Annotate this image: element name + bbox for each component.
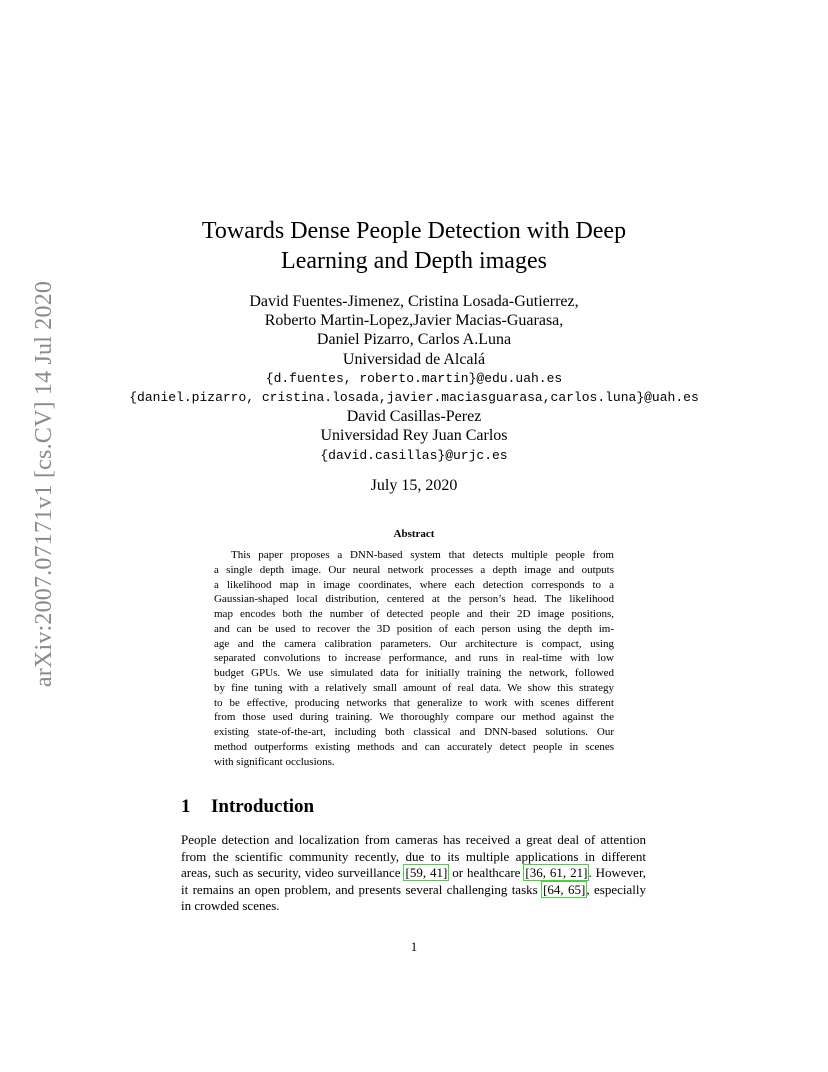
- author-line-1: David Fuentes-Jimenez, Cristina Losada-Gutierrez,: [249, 293, 579, 310]
- intro-line: from the scientific community recently, due to its multiple applications in different: [181, 848, 646, 864]
- abstract-line: from those used during training. We thoroughly compare our method against the: [214, 711, 614, 724]
- author-line-3: Daniel Pizarro, Carlos A.Luna: [316, 331, 512, 349]
- abstract-line: and can be used to recover the 3D position of each person using the depth im-: [214, 622, 614, 635]
- intro-text: it remains an open problem, and presents several challenging tasks: [181, 881, 543, 897]
- section-number: 1: [181, 796, 191, 817]
- abstract-line: age and the camera calibration parameters. Our architecture is compact, using: [214, 637, 614, 650]
- abstract-line: to be effective, producing networks that generalize to work with scenes different: [214, 696, 614, 709]
- intro-line: [181, 865, 646, 882]
- paper-title: [0, 216, 828, 276]
- abstract-body: [214, 548, 614, 769]
- citation-link[interactable]: [36, 61, 21]: [525, 865, 588, 881]
- arxiv-identifier-stamp: arXiv:2007.07171v1 [cs.CV] 14 Jul 2020: [31, 280, 57, 688]
- abstract-heading: Abstract: [393, 528, 435, 540]
- abstract-line: Gaussian-shaped local distribution, centered at the person’s head. The likelihood: [214, 593, 614, 606]
- intro-text: , especially: [586, 881, 646, 897]
- citation-link[interactable]: [59, 41]: [405, 865, 448, 881]
- abstract-line: method outperforms existing methods and can accurately detect people in scenes: [214, 740, 614, 753]
- abstract-line: existing state-of-the-art, including both classical and DNN-based solutions. Our: [214, 726, 614, 738]
- citation-link[interactable]: [64, 65]: [543, 881, 586, 897]
- abstract-line: budget GPUs. We use simulated data for initially training the network, followed: [214, 667, 614, 679]
- email-line-3: {david.casillas}@urjc.es: [320, 447, 508, 463]
- intro-line: People detection and localization from cameras has received a great deal of attention: [181, 832, 646, 847]
- section-title: Introduction: [211, 796, 315, 817]
- email-line-1: {d.fuentes, roberto.martin}@edu.uah.es: [265, 370, 563, 386]
- author-block: [0, 292, 828, 465]
- author-line-2: Roberto Martin-Lopez,Javier Macias-Guarasa,: [264, 312, 564, 330]
- intro-line: [181, 882, 646, 899]
- paper-date: July 15, 2020: [370, 477, 458, 494]
- paper-title-line-2: Learning and Depth images: [281, 248, 547, 274]
- email-line-2: {daniel.pizarro, cristina.losada,javier.maciasguarasa,carlos.luna}@uah.es: [129, 390, 699, 406]
- abstract-line: a single depth image. Our neural network processes a depth image and outputs: [214, 563, 614, 576]
- intro-text: . However,: [588, 865, 646, 881]
- intro-line: in crowded scenes.: [181, 898, 280, 914]
- intro-text: or healthcare: [448, 865, 525, 881]
- abstract-line: a likelihood map in image coordinates, where each detection corresponds to a: [214, 578, 614, 591]
- paper-title-line-1: Towards Dense People Detection with Deep: [201, 218, 627, 244]
- affiliation-urjc: Universidad Rey Juan Carlos: [320, 427, 508, 445]
- introduction-paragraph: [181, 832, 646, 915]
- intro-text: areas, such as security, video surveillance: [181, 865, 405, 881]
- abstract-line: with significant occlusions.: [214, 755, 335, 768]
- abstract-line: map encodes both the number of detected people and their 2D image positions,: [214, 608, 614, 620]
- author-line-4: David Casillas-Perez: [346, 408, 482, 426]
- abstract-line: by fine tuning with a relatively small amount of real data. We show this strategy: [214, 681, 614, 694]
- abstract-line: This paper proposes a DNN-based system that detects multiple people from: [231, 549, 614, 561]
- section-heading-introduction: [181, 795, 314, 819]
- abstract-line: separated convolutions to increase performance, and runs in real-time with low: [214, 652, 614, 665]
- affiliation-alcala: Universidad de Alcalá: [342, 350, 486, 368]
- page-number: 1: [410, 939, 418, 954]
